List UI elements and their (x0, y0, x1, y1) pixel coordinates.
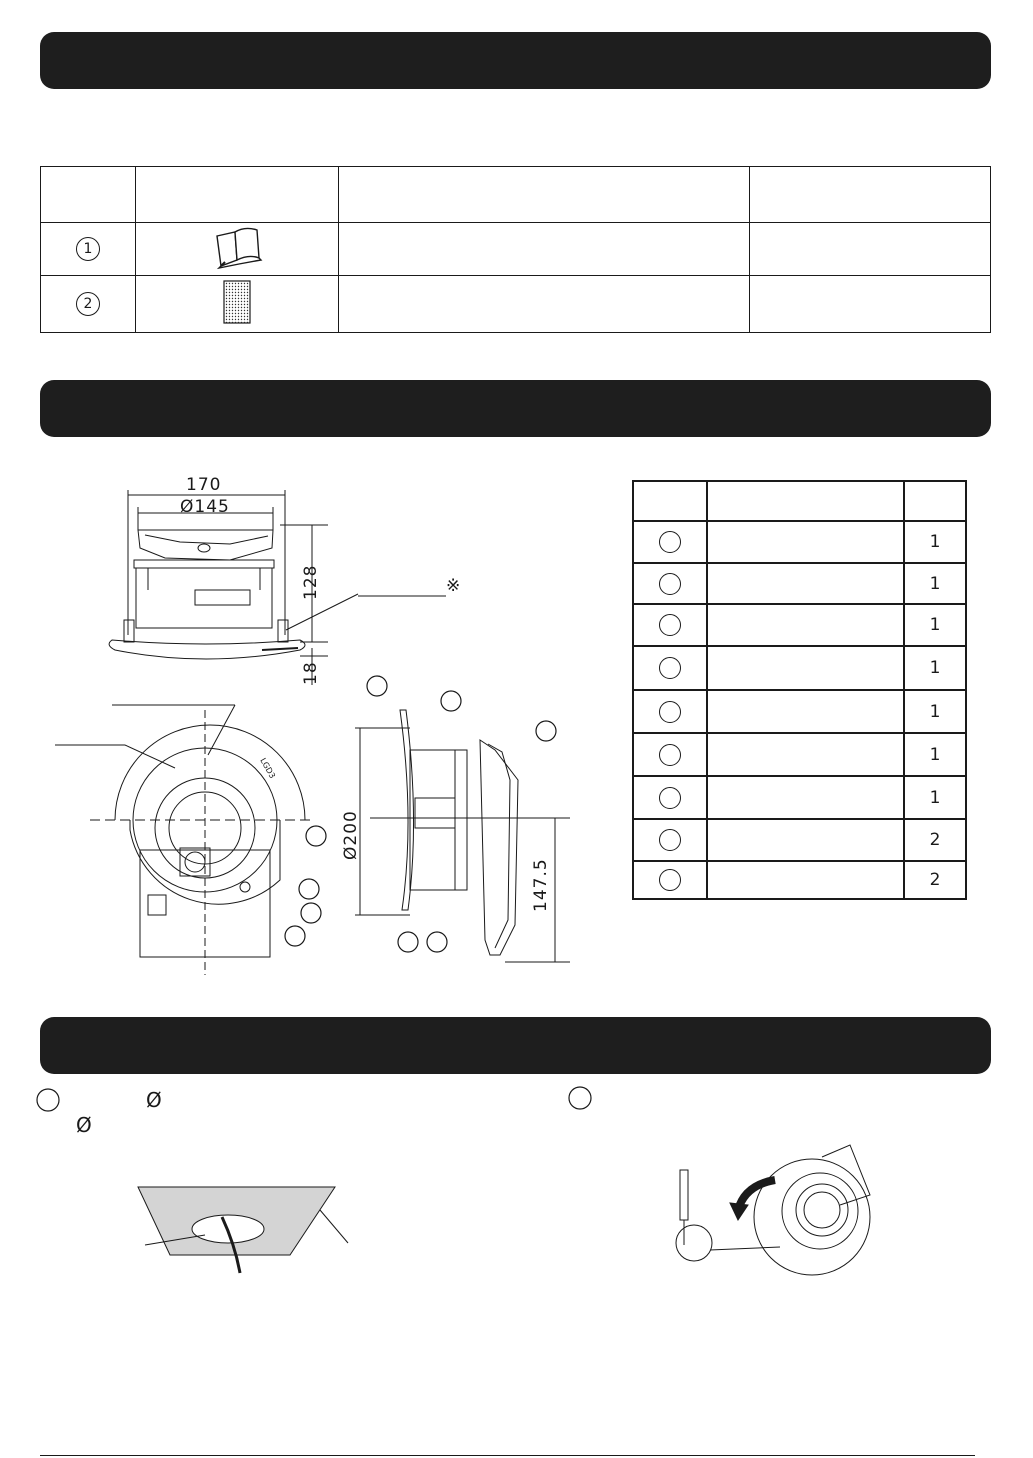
part-qty: 1 (904, 604, 966, 646)
callout-circle (367, 676, 387, 696)
install-step-1 (30, 1085, 390, 1285)
parts-row (633, 521, 966, 563)
part-qty: 1 (904, 521, 966, 563)
part-number-circle (659, 829, 681, 851)
callout-circle (427, 932, 447, 952)
step-number-circle (569, 1087, 591, 1109)
part-qty: 1 (904, 690, 966, 733)
row-number: 1 (76, 237, 100, 261)
part-number-circle (659, 614, 681, 636)
part-qty: 2 (904, 819, 966, 861)
dim-depth: 147.5 (531, 858, 551, 912)
callout-circle (536, 721, 556, 741)
callout-circle (306, 826, 326, 846)
diameter-symbol: Ø (76, 1113, 92, 1137)
svg-text:LGD3: LGD3 (258, 756, 278, 780)
callout-circle (299, 879, 319, 899)
callout-circle (301, 903, 321, 923)
part-number-circle (659, 744, 681, 766)
dim-cutout-diameter: Ø145 (180, 497, 230, 517)
parts-row (633, 690, 966, 733)
part-qty: 1 (904, 646, 966, 690)
screwdriver-icon (680, 1170, 688, 1220)
step-number-circle (37, 1089, 59, 1111)
parts-row (633, 776, 966, 819)
part-qty: 1 (904, 733, 966, 776)
dim-flange-height: 18 (301, 661, 321, 685)
part-number-circle (659, 787, 681, 809)
part-qty: 2 (904, 861, 966, 899)
parts-row (633, 861, 966, 899)
parts-table (632, 480, 967, 900)
parts-row (633, 563, 966, 604)
parts-row (633, 733, 966, 776)
part-number-circle (659, 701, 681, 723)
diameter-symbol: Ø (146, 1088, 162, 1112)
part-number-circle (659, 573, 681, 595)
footer-rule (40, 1455, 975, 1456)
callout-circle (285, 926, 305, 946)
parts-row (633, 646, 966, 690)
install-step-2 (560, 1085, 920, 1285)
part-qty: 1 (904, 776, 966, 819)
note-mark: ※ (446, 576, 462, 596)
part-number-circle (659, 869, 681, 891)
parts-row (633, 819, 966, 861)
callout-circle (398, 932, 418, 952)
dim-body-height: 128 (301, 564, 321, 600)
callout-circle (441, 691, 461, 711)
dim-width-outer: 170 (186, 475, 222, 495)
parts-row (633, 604, 966, 646)
row-number: 2 (76, 292, 100, 316)
part-number-circle (659, 657, 681, 679)
dim-frame-diameter: Ø200 (341, 810, 361, 860)
part-number-circle (659, 531, 681, 553)
part-qty: 1 (904, 563, 966, 604)
